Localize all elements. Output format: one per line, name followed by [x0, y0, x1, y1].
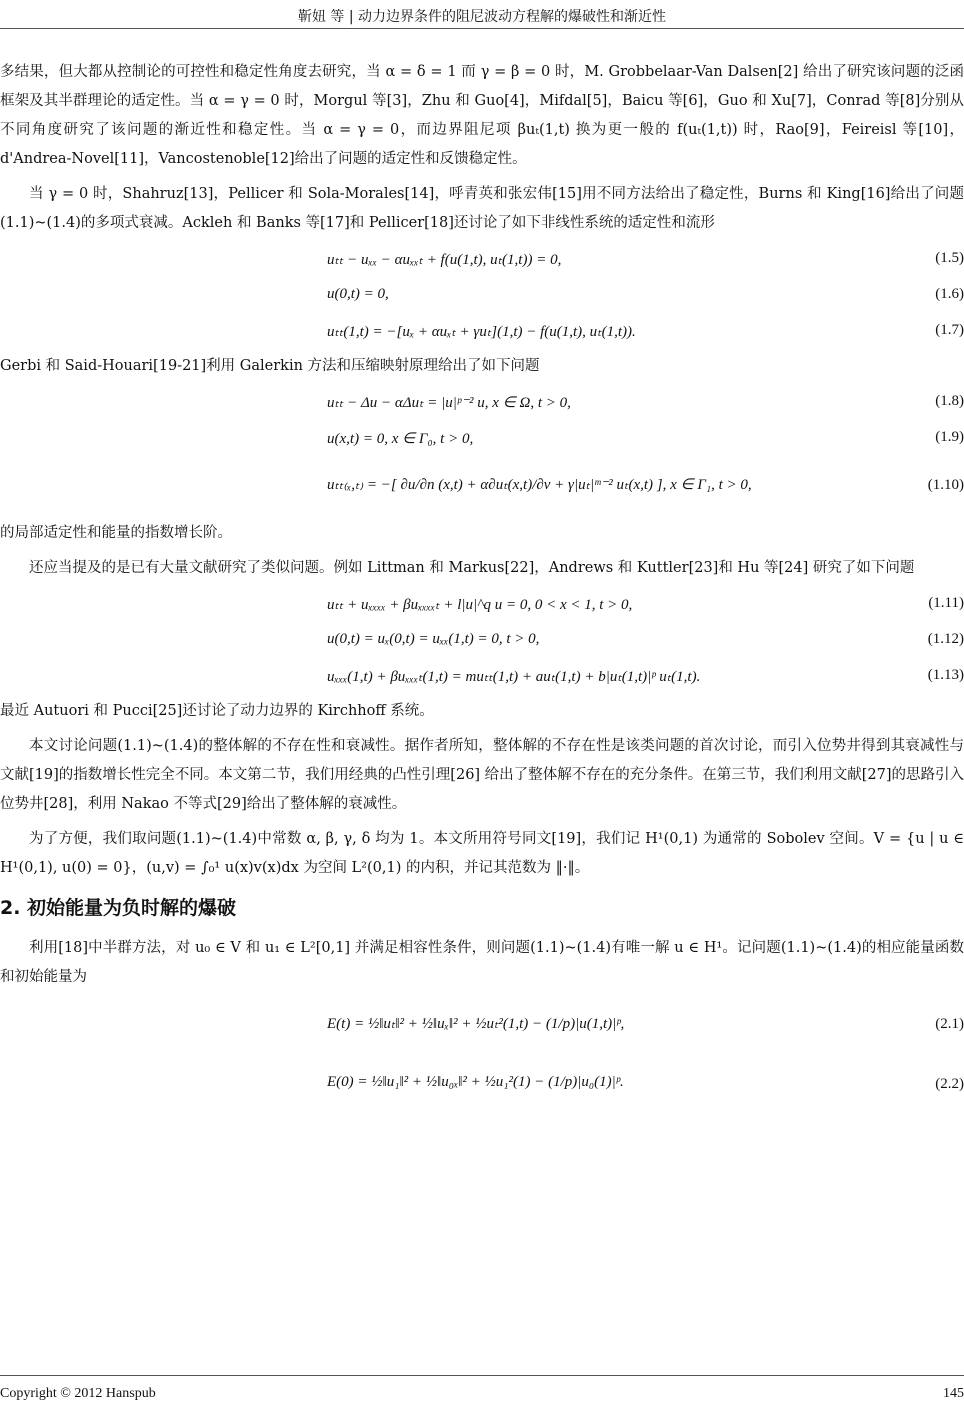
equation	[0, 661, 964, 695]
running-header: 靳妞 等 | 动力边界条件的阻尼波动方程解的爆破性和渐近性	[297, 9, 667, 25]
equation-expression: uₜₜ − Δu − αΔuₜ = |u|ᵖ⁻² u, x ∈ Ω, t > 0,	[327, 395, 571, 411]
equation	[0, 244, 964, 278]
paragraph: 利用[18]中半群方法，对 u₀ ∈ V 和 u₁ ∈ L²[0,1] 并满足相容性条件，则问题(1.1)~(1.4)有唯一解 u ∈ H¹。记问题(1.1)~(1.4)的相应能量函数和初始能量为	[0, 940, 964, 985]
header-rule	[0, 28, 964, 29]
paragraph: 还应当提及的是已有大量文献研究了类似问题。例如 Littman 和 Markus[22]，Andrews 和 Kuttler[23]和 Hu 等[24] 研究了如下问题	[29, 560, 915, 576]
paragraph: 的局部适定性和能量的指数增长阶。	[0, 525, 232, 541]
equation-number: (2.1)	[935, 1016, 964, 1032]
copyright-notice: Copyright © 2012 Hanspub	[0, 1386, 156, 1401]
equation	[0, 316, 964, 350]
equation	[0, 625, 964, 659]
equation-number: (2.2)	[935, 1076, 964, 1092]
equation-number: (1.9)	[935, 429, 964, 445]
page-body	[0, 58, 964, 1118]
equation	[0, 1058, 964, 1116]
equation	[0, 387, 964, 421]
paragraph: 本文讨论问题(1.1)~(1.4)的整体解的不存在性和衰减性。据作者所知，整体解的不存在性是该类问题的首次讨论，而引入位势井得到其衰减性与文献[19]的指数增长性完全不同。本文第二节，我们用经典的凸性引理[26] 给出了整体解不存在的充分条件。在第三节，我们利用文献[27]的思路引入位势井[28]，利用 Nakao 不等式[29]给出了整体解的衰减性。	[0, 738, 964, 812]
equation	[0, 459, 964, 517]
paragraph: 多结果，但大都从控制论的可控性和稳定性角度去研究，当 α = δ = 1 而 γ = β = 0 时，M. Grobbelaar-Van Dalsen[2] 给出了研究该问题的泛函框架及其半群理论的适定性。当 α = γ = 0 时，Morgul 等[3]，Zhu 和 Guo[4]，Mifdal[5]，Baicu 等[6]，Guo 和 Xu[7]，Conrad 等[8]分别从不同角度研究了该问题的渐近性和稳定性。当 α = γ = 0，而边界阻尼项 βuₜ(1,t) 换为更一般的 f(uₜ(1,t)) 时，Rao[9]，Feireisl 等[10]，d'Andrea-Novel[11]，Vancostenoble[12]给出了问题的适定性和反馈稳定性。	[0, 64, 964, 167]
equation-expression: u(0,t) = 0,	[327, 286, 389, 302]
equation-expression: u(x,t) = 0, x ∈ Γ₀, t > 0,	[327, 431, 474, 447]
equation	[0, 998, 964, 1056]
footer-rule	[0, 1375, 964, 1376]
page-number: 145	[943, 1386, 964, 1401]
equation-number: (1.5)	[935, 250, 964, 266]
equation-number: (1.11)	[928, 595, 964, 611]
equation-number: (1.13)	[927, 667, 964, 683]
equation	[0, 589, 964, 623]
equation-number: (1.12)	[927, 631, 964, 647]
equation	[0, 423, 964, 457]
section-heading: 2. 初始能量为负时解的爆破	[0, 897, 237, 919]
equation-expression: uₜₜ + uₓₓₓₓ + βuₓₓₓₓₜ + l|u|^q u = 0, 0 < x < 1, t > 0,	[327, 597, 633, 613]
equation-expression: u(0,t) = uₓ(0,t) = uₓₓ(1,t) = 0, t > 0,	[327, 631, 540, 647]
equation-number: (1.8)	[935, 393, 964, 409]
equation	[0, 280, 964, 314]
equation-expression: E(t) = ½‖uₜ‖² + ½‖uₓ‖² + ½uₜ²(1,t) − (1/p)|u(1,t)|ᵖ,	[327, 1016, 625, 1032]
paragraph: 当 γ = 0 时，Shahruz[13]，Pellicer 和 Sola-Morales[14]，呼青英和张宏伟[15]用不同方法给出了稳定性，Burns 和 King[16]给出了问题(1.1)~(1.4)的多项式衰减。Ackleh 和 Banks 等[17]和 Pellicer[18]还讨论了如下非线性系统的适定性和流形	[0, 186, 964, 231]
equation-expression: E(0) = ½‖u₁‖² + ½‖u₀ₓ‖² + ½u₁²(1) − (1/p)|u₀(1)|ᵖ.	[327, 1074, 624, 1090]
equation-number: (1.7)	[935, 322, 964, 338]
paragraph: Gerbi 和 Said-Houari[19-21]利用 Galerkin 方法和压缩映射原理给出了如下问题	[0, 358, 540, 374]
paragraph: 最近 Autuori 和 Pucci[25]还讨论了动力边界的 Kirchhoff 系统。	[0, 703, 434, 719]
equation-number: (1.10)	[927, 477, 964, 493]
equation-expression: uₜₜ(1,t) = −[uₓ + αuₓₜ + γuₜ](1,t) − f(u(1,t), uₜ(1,t)).	[327, 324, 636, 340]
equation-expression: uₜₜ₍ₓ,ₜ₎ = −[ ∂u/∂n (x,t) + α∂uₜ(x,t)/∂ν + γ|uₜ|ᵐ⁻² uₜ(x,t) ], x ∈ Γ₁, t > 0,	[327, 477, 752, 493]
equation-expression: uₓₓₓ(1,t) + βuₓₓₓₜ(1,t) = muₜₜ(1,t) + auₜ(1,t) + b|uₜ(1,t)|ᵖ uₜ(1,t).	[327, 669, 701, 685]
equation-expression: uₜₜ − uₓₓ − αuₓₓₜ + f(u(1,t), uₜ(1,t)) = 0,	[327, 252, 562, 268]
equation-number: (1.6)	[935, 286, 964, 302]
paragraph: 为了方便，我们取问题(1.1)~(1.4)中常数 α, β, γ, δ 均为 1。本文所用符号同文[19]，我们记 H¹(0,1) 为通常的 Sobolev 空间。V = {u | u ∈ H¹(0,1), u(0) = 0}，(u,v) = ∫₀¹ u(x)v(x)dx 为空间 L²(0,1) 的内积，并记其范数为 ‖·‖。	[0, 831, 964, 876]
